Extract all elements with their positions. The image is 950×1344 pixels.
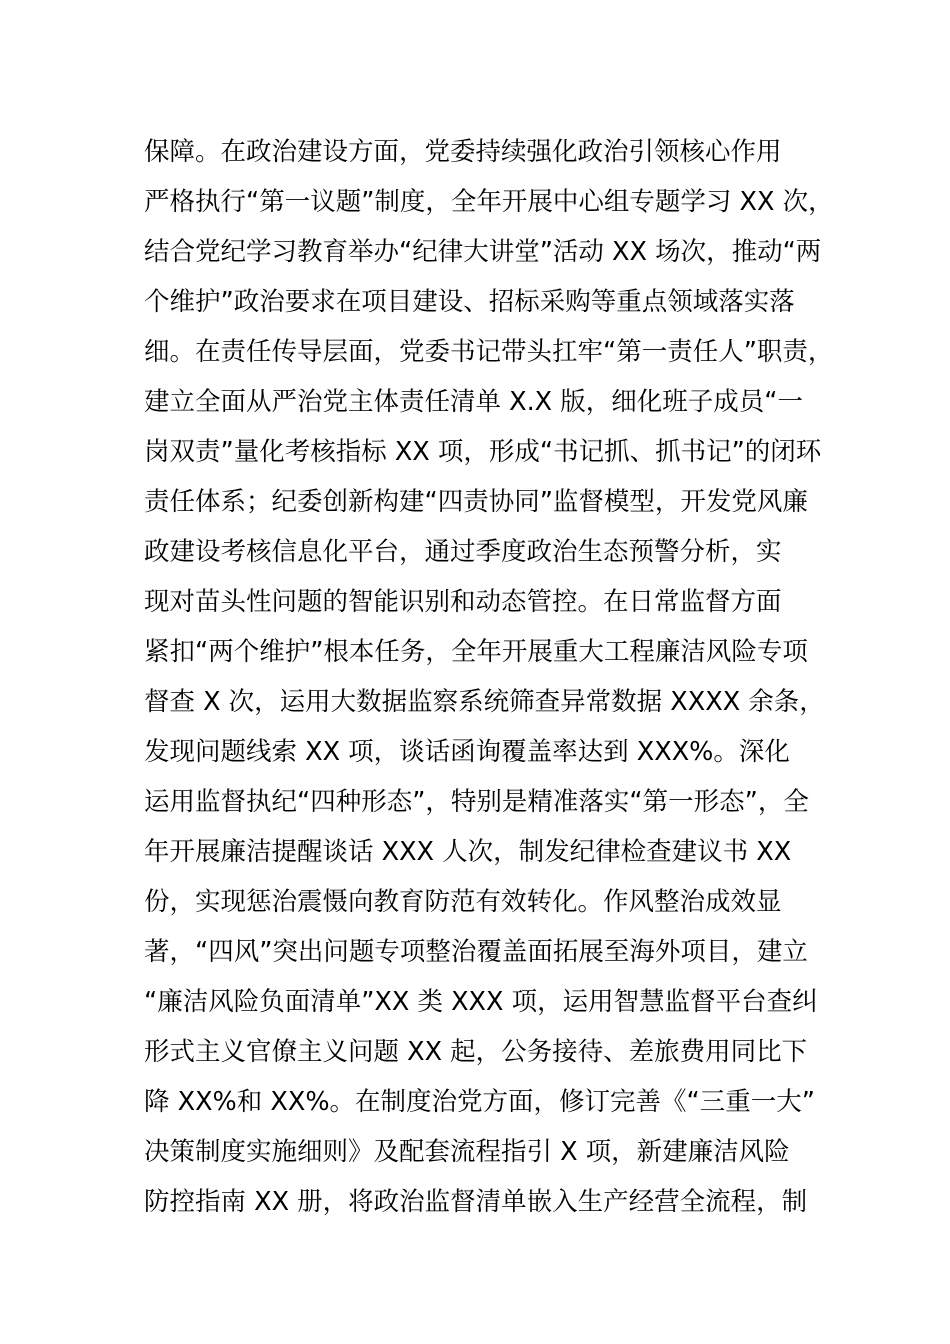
text-line: 个维护”政治要求在项目建设、招标采购等重点领域落实落 xyxy=(144,287,795,317)
text-line: 份，实现惩治震慑向教育防范有效转化。作风整治成效显 xyxy=(144,887,782,917)
text-line: 现对苗头性问题的智能识别和动态管控。在日常监督方面 xyxy=(144,587,782,617)
text-line: 著，“四风”突出问题专项整治覆盖面拓展至海外项目，建立 xyxy=(144,937,808,967)
text-line: 降 XX%和 XX%。在制度治党方面，修订完善《“三重一大” xyxy=(144,1087,815,1117)
body-paragraph xyxy=(144,127,844,1227)
text-line: 岗双责”量化考核指标 XX 项，形成“书记抓、抓书记”的闭环 xyxy=(144,437,822,467)
text-line: 运用监督执纪“四种形态”，特别是精准落实“第一形态”，全 xyxy=(144,787,809,817)
text-line: 细。在责任传导层面，党委书记带头扛牢“第一责任人”职责， xyxy=(144,337,834,367)
text-line: 政建设考核信息化平台，通过季度政治生态预警分析，实 xyxy=(144,537,782,567)
text-line: 结合党纪学习教育举办“纪律大讲堂”活动 XX 场次，推动“两 xyxy=(144,237,822,267)
text-line: 责任体系；纪委创新构建“四责协同”监督模型，开发党风廉 xyxy=(144,487,808,517)
text-line: 防控指南 XX 册，将政治监督清单嵌入生产经营全流程，制 xyxy=(144,1187,808,1217)
text-line: “廉洁风险负面清单”XX 类 XXX 项，运用智慧监督平台查纠 xyxy=(144,987,818,1017)
text-line: 发现问题线索 XX 项，谈话函询覆盖率达到 XXX%。深化 xyxy=(144,737,790,767)
text-line: 形式主义官僚主义问题 XX 起，公务接待、差旅费用同比下 xyxy=(144,1037,808,1067)
text-line: 建立全面从严治党主体责任清单 X.X 版，细化班子成员“一 xyxy=(144,387,803,417)
text-line: 紧扣“两个维护”根本任务，全年开展重大工程廉洁风险专项 xyxy=(144,637,808,667)
text-line: 保障。在政治建设方面，党委持续强化政治引领核心作用 xyxy=(144,137,782,167)
text-line: 严格执行“第一议题”制度，全年开展中心组专题学习 XX 次， xyxy=(144,187,834,217)
text-line: 决策制度实施细则》及配套流程指引 X 项，新建廉洁风险 xyxy=(144,1137,790,1167)
text-line: 督查 X 次，运用大数据监察系统筛查异常数据 XXXX 余条， xyxy=(144,687,825,717)
text-line: 年开展廉洁提醒谈话 XXX 人次，制发纪律检查建议书 XX xyxy=(144,837,792,867)
